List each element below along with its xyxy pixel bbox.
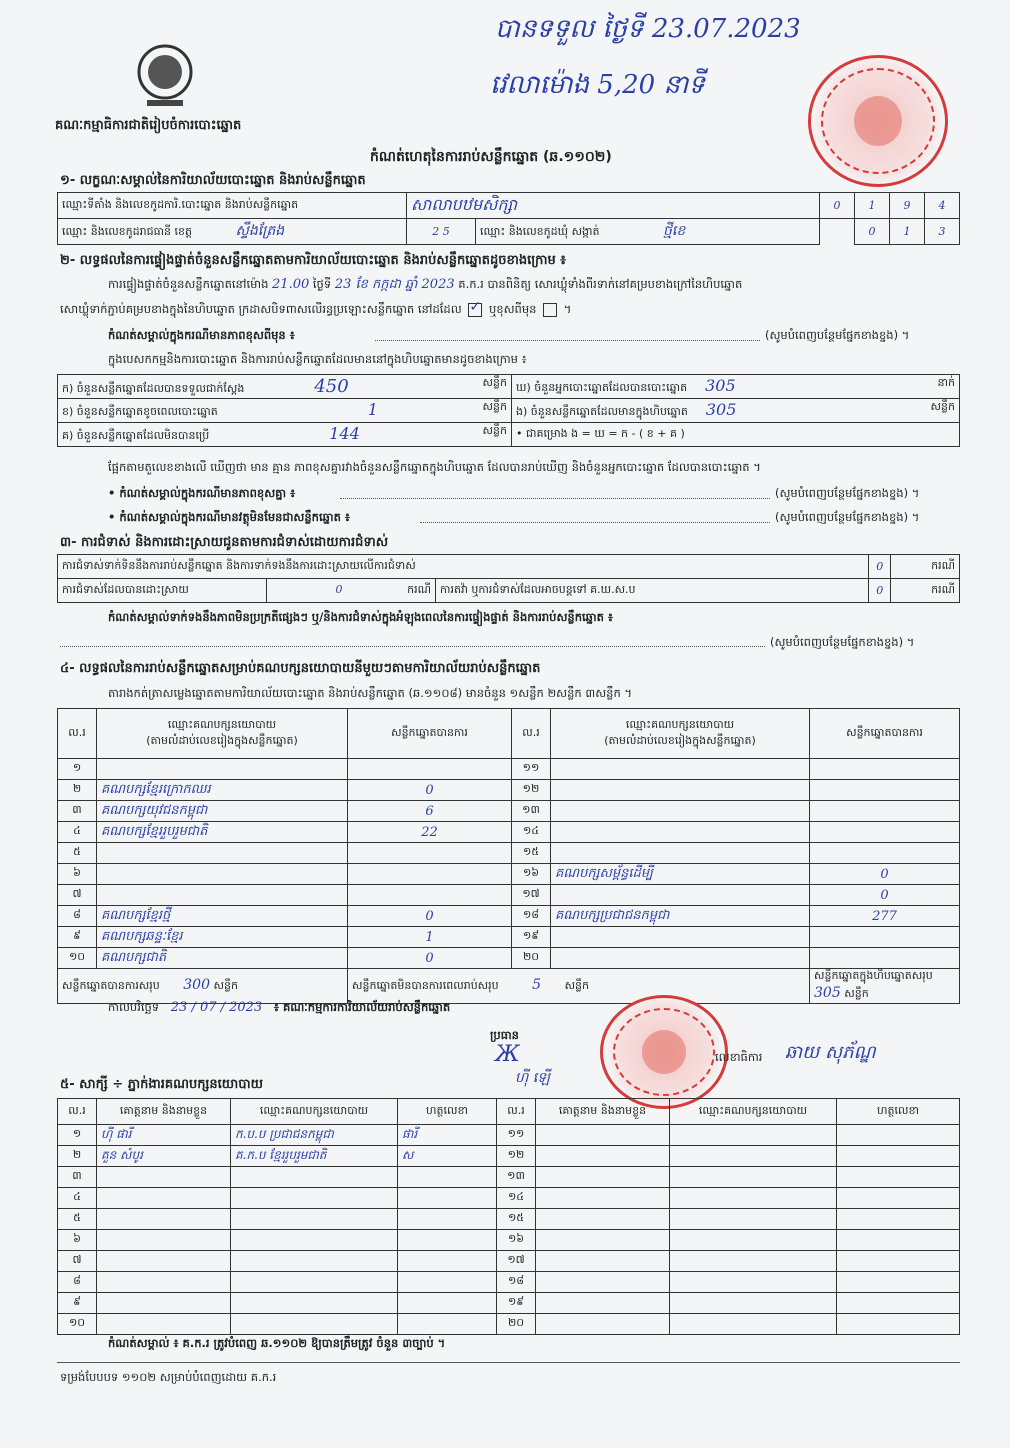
section2-intro-line2: សោឃ្លុំទាក់ភ្ជាប់គម្របខាងក្នុងនៃហិបឆ្នោត ក្រដាសបិទពាសលើរន្ធប្រឡោះសន្លឹកឆ្នោត នៅដដែល ✓ ឬខុសពីមុន ។: [60, 302, 571, 319]
witness-no: ១៥: [497, 1209, 536, 1230]
footer-text: ទម្រង់បែបបទ ១១០២ សម្រាប់បំពេញដោយ គ.ក.រ: [60, 1370, 277, 1384]
results-table: [57, 708, 960, 1004]
witness-no: ១០: [58, 1314, 97, 1335]
results-head-no-left: ល.រ: [58, 709, 97, 759]
witness-party: [670, 1125, 837, 1146]
site-code-1: 0: [820, 193, 855, 219]
bullet-objects-suffix: (សូមបំពេញបន្ថែមផ្នែកខាងខ្នង) ។: [775, 510, 920, 524]
chair-label: ប្រធាន: [490, 1028, 519, 1042]
witness-no: ៦: [58, 1230, 97, 1251]
witness-party: [670, 1209, 837, 1230]
complaint-row1-label: ការជំទាស់ទាក់ទិននឹងការរាប់សន្លឹកឆ្នោត និងការទាក់ទងនឹងការដោះស្រាយលើការជំទាស់: [58, 555, 869, 579]
count-a: ក) ចំនួនសន្លឹកឆ្នោតដែលបានទទួលជាក់ស្តែង 450 សន្លឹក: [58, 375, 512, 399]
witness-sign: [837, 1293, 960, 1314]
witness-name: [536, 1314, 670, 1335]
site-code-3: 9: [890, 193, 925, 219]
results-votes: [810, 927, 960, 948]
witness-row: [58, 1125, 960, 1146]
witness-sign: [837, 1146, 960, 1167]
results-head-party-left: ឈ្មោះគណបក្សនយោបាយ (តាមលំដាប់លេខរៀងក្នុងសន្លឹកឆ្នោត): [97, 709, 348, 759]
witness-no: ១៣: [497, 1167, 536, 1188]
results-no: ១៩: [512, 927, 551, 948]
results-no: ៧: [58, 885, 97, 906]
witness-row: [58, 1293, 960, 1314]
witness-sign: [837, 1251, 960, 1272]
complaints-table: [57, 554, 960, 603]
witness-party: គ.ក.ប ខ្មែររួបរួមជាតិ: [231, 1146, 398, 1167]
section2-intro-line1: ការផ្ទៀងផ្ទាត់ចំនួនសន្លឹកឆ្នោតនៅម៉ោង 21.00 ថ្ងៃទី 23 ខែ កក្កដា ឆ្នាំ 2023 គ.ក.រ បានពិនិត្យ សោរឃ្លុំទាំងពីរទាក់នៅគម្របខាងក្រៅនៃហិបឆ្នោត: [108, 277, 743, 292]
witness-head-no-left: ល.រ: [58, 1099, 97, 1125]
results-party: [97, 759, 348, 780]
results-no: ២០: [512, 948, 551, 969]
total-valid: សន្លឹកឆ្នោតបានការសរុប 300 សន្លឹក: [58, 969, 348, 1004]
results-votes: [810, 948, 960, 969]
complaint-row1-value: 0: [869, 555, 891, 579]
witness-row: [58, 1188, 960, 1209]
chair-signature: Ж: [495, 1042, 520, 1067]
witness-party: [231, 1188, 398, 1209]
commune-code-1: 0: [855, 219, 890, 245]
witness-name: [536, 1272, 670, 1293]
results-no: ១៥: [512, 843, 551, 864]
results-no: ១៤: [512, 822, 551, 843]
witness-no: ១៩: [497, 1293, 536, 1314]
count-c: គ) ចំនួនសន្លឹកឆ្នោតដែលមិនបានប្រើ 144 សន្លឹក: [58, 423, 512, 447]
results-party: [551, 885, 810, 906]
count-formula: • ជាគម្រោង ង = ឃ = ក - ( ខ + គ ): [512, 423, 960, 447]
witness-name: [97, 1230, 231, 1251]
witness-row: [58, 1146, 960, 1167]
witness-sign: [837, 1167, 960, 1188]
results-row: [58, 822, 960, 843]
results-votes: 0: [348, 948, 512, 969]
section2-note-line: [375, 340, 760, 341]
section1-title: ១- លក្ខណៈសម្គាល់នៃការិយាល័យបោះឆ្នោត និងរាប់សន្លឹកឆ្នោត: [60, 173, 366, 188]
site-code-4: 4: [925, 193, 960, 219]
results-votes: [810, 843, 960, 864]
witness-no: ៨: [58, 1272, 97, 1293]
results-head-votes-left: សន្លឹកឆ្នោតបានការ: [348, 709, 512, 759]
site-label: ឈ្មោះទីតាំង និងលេខកូដការិ.បោះឆ្នោត និងរាប់សន្លឹកឆ្នោត: [58, 193, 407, 219]
witness-name: [97, 1251, 231, 1272]
results-votes: [348, 759, 512, 780]
witness-no: ២០: [497, 1314, 536, 1335]
results-no: ២: [58, 780, 97, 801]
results-votes: 22: [348, 822, 512, 843]
witness-name: [97, 1293, 231, 1314]
witness-sign: [837, 1230, 960, 1251]
secretary-name: ឆាយ សុភ័ណ្ឌ: [785, 1042, 876, 1063]
commune-code-3: 3: [925, 219, 960, 245]
secretary-label: លេខាធិការ: [715, 1050, 763, 1064]
witness-name: ហ៊ី ផារី: [97, 1125, 231, 1146]
count-d: ឃ) ចំនួនអ្នកបោះឆ្នោតដែលបានបោះឆ្នោត 305 នាក់: [512, 375, 960, 399]
section2-note-label: កំណត់សម្គាល់ក្នុងករណីមានភាពខុសពីមុន ៖: [108, 328, 295, 342]
witness-sign: [398, 1272, 497, 1293]
witness-no: ៧: [58, 1251, 97, 1272]
results-no: ១៧: [512, 885, 551, 906]
witness-name: [97, 1167, 231, 1188]
results-party: គណបក្សសម្ព័ន្ធដើម្បី: [551, 864, 810, 885]
witness-sign: [398, 1167, 497, 1188]
results-party: គណបក្សយុវជនកម្ពុជា: [97, 801, 348, 822]
results-row: [58, 801, 960, 822]
bullet-diff: • កំណត់សម្គាល់ក្នុងករណីមានភាពខុសគ្នា ៖: [108, 486, 296, 500]
footer-rule: [57, 1362, 960, 1363]
witness-sign: [398, 1314, 497, 1335]
results-no: ១០: [58, 948, 97, 969]
results-row: [58, 843, 960, 864]
witness-no: ១៤: [497, 1188, 536, 1209]
results-row: [58, 780, 960, 801]
results-no: ៨: [58, 906, 97, 927]
witness-party: ក.ប.ប ប្រជាជនកម្ពុជា: [231, 1125, 398, 1146]
section5-title: ៥- សាក្សី ÷ ភ្នាក់ងារគណបក្សនយោបាយ: [60, 1077, 263, 1092]
results-row: [58, 759, 960, 780]
witness-no: ១៦: [497, 1230, 536, 1251]
chair-name: ហ៊ី ឡើ: [515, 1070, 550, 1086]
results-no: ១៣: [512, 801, 551, 822]
site-value: សាលាបឋមសិក្សា: [407, 193, 820, 219]
witness-sign: [398, 1251, 497, 1272]
province-code: 2 5: [407, 219, 476, 245]
witness-head-party-left: ឈ្មោះគណបក្សនយោបាយ: [231, 1099, 398, 1125]
section4-subtitle: តារាងកត់ត្រាសម្លេងឆ្នោតតាមការិយាល័យបោះឆ្នោត និងរាប់សន្លឹកឆ្នោត (ឆ.១១០៨) មានចំនួន ១សន្លឹក ២សន្លឹក ៣សន្លឹក ។: [108, 686, 632, 700]
witness-head-no-right: ល.រ: [497, 1099, 536, 1125]
witness-head-sign-right: ហត្ថលេខា: [837, 1099, 960, 1125]
witness-sign: [398, 1293, 497, 1314]
results-party: [551, 927, 810, 948]
witness-head-name-left: គោត្តនាម និងនាមខ្លួន: [97, 1099, 231, 1125]
section3-note-line: [60, 646, 765, 647]
section4-title: ៤- លទ្ធផលនៃការរាប់សន្លឹកឆ្នោតសម្រាប់គណបក្សនយោបាយនីមួយៗតាមការិយាល័យរាប់សន្លឹកឆ្នោត: [60, 661, 541, 676]
witness-row: [58, 1209, 960, 1230]
section3-title: ៣- ការជំទាស់ និងការដោះស្រាយជូនតាមការជំទាស់ដោយការជំទាស់: [60, 535, 389, 550]
results-no: ១៨: [512, 906, 551, 927]
section1-table: [57, 192, 960, 245]
check-time: 21.00: [272, 277, 310, 292]
witness-name: [97, 1188, 231, 1209]
results-no: ១៦: [512, 864, 551, 885]
witness-party: [231, 1167, 398, 1188]
commune-code-2: 1: [890, 219, 925, 245]
witness-party: [670, 1293, 837, 1314]
check-date: 23 ខែ កក្កដា ឆ្នាំ 2023: [334, 277, 455, 292]
results-votes: [348, 864, 512, 885]
results-party: [97, 843, 348, 864]
witness-no: ៩: [58, 1293, 97, 1314]
site-code-2: 1: [855, 193, 890, 219]
total-box: សន្លឹកឆ្នោតក្នុងហិបឆ្នោតសរុប 305 សន្លឹក: [810, 969, 960, 1004]
total-invalid: សន្លឹកឆ្នោតមិនបានការពេលរាប់សរុប 5 សន្លឹក: [348, 969, 810, 1004]
results-party: គណបក្សជាតិ: [97, 948, 348, 969]
results-head-party-right: ឈ្មោះគណបក្សនយោបាយ (តាមលំដាប់លេខរៀងក្នុងសន្លឹកឆ្នោត): [551, 709, 810, 759]
results-votes: [348, 885, 512, 906]
witness-name: [97, 1314, 231, 1335]
witness-row: [58, 1230, 960, 1251]
results-party: គណបក្សខ្មែរថ្មី: [97, 906, 348, 927]
witness-name: [536, 1251, 670, 1272]
results-head-votes-right: សន្លឹកឆ្នោតបានការ: [810, 709, 960, 759]
witness-sign: [837, 1314, 960, 1335]
witness-row: [58, 1167, 960, 1188]
province-value: ស្ទឹងត្រែង: [235, 223, 285, 239]
witness-sign: [398, 1209, 497, 1230]
section3-note: កំណត់សម្គាល់ទាក់ទងនឹងភាពមិនប្រក្រតីផ្សេងៗ ឬ/និងការជំទាស់ក្នុងអំឡុងពេលនៃការផ្ទៀងផ្ទាត់ និងការរាប់សន្លឹកឆ្នោត ៖: [108, 610, 613, 624]
results-head-no-right: ល.រ: [512, 709, 551, 759]
witness-party: [231, 1251, 398, 1272]
results-party: [97, 885, 348, 906]
witness-no: ៣: [58, 1167, 97, 1188]
witness-row: [58, 1314, 960, 1335]
witness-sign: [398, 1230, 497, 1251]
witness-table: [57, 1098, 960, 1335]
bullet-objects-line: [420, 522, 770, 523]
witness-party: [670, 1272, 837, 1293]
witness-sign: [398, 1188, 497, 1209]
complaint-row2b-value: 0: [869, 579, 891, 603]
results-party: គណបក្សខ្មែរក្រោកឈរ: [97, 780, 348, 801]
results-votes: 1: [348, 927, 512, 948]
witness-no: ១៧: [497, 1251, 536, 1272]
results-no: ៥: [58, 843, 97, 864]
witness-name: [536, 1146, 670, 1167]
section3-note-suffix: (សូមបំពេញបន្ថែមផ្នែកខាងខ្នង) ។: [770, 635, 915, 649]
results-row: [58, 948, 960, 969]
closing-line: កាលបរិច្ឆេទ 23 / 07 / 2023 ៖ គណៈកម្មការការិយាល័យរាប់សន្លឹកឆ្នោត: [108, 1000, 451, 1015]
witness-sign: [837, 1188, 960, 1209]
province-label: ឈ្មោះ និងលេខកូដរាជធានី ខេត្ត ស្ទឹងត្រែង: [58, 219, 407, 245]
results-votes: 277: [810, 906, 960, 927]
complaint-row2-value: 0 ករណី: [267, 579, 436, 603]
results-votes: [810, 759, 960, 780]
results-no: ១: [58, 759, 97, 780]
results-party: [97, 864, 348, 885]
same-as-before-checkbox[interactable]: [468, 303, 482, 317]
results-votes: 0: [810, 885, 960, 906]
results-row: [58, 927, 960, 948]
witness-party: [231, 1272, 398, 1293]
complaint-row1-unit: ករណី: [891, 555, 960, 579]
witness-party: [231, 1314, 398, 1335]
complaint-row2b-unit: ករណី: [891, 579, 960, 603]
witness-no: ១២: [497, 1146, 536, 1167]
witness-sign: [837, 1209, 960, 1230]
results-party: [551, 948, 810, 969]
witness-party: [670, 1188, 837, 1209]
witness-head-name-right: គោត្តនាម និងនាមខ្លួន: [536, 1099, 670, 1125]
count-b: ខ) ចំនួនសន្លឹកឆ្នោតខូចពេលបោះឆ្នោត 1 សន្លឹក: [58, 399, 512, 423]
witness-sign: ផារី: [398, 1125, 497, 1146]
witness-no: ១៨: [497, 1272, 536, 1293]
witness-no: ១: [58, 1125, 97, 1146]
witness-head-sign-left: ហត្ថលេខា: [398, 1099, 497, 1125]
results-votes: [810, 822, 960, 843]
commune-value: ថ្មីខេ: [663, 223, 686, 239]
official-stamp-bottom: [600, 995, 728, 1109]
witness-no: ៥: [58, 1209, 97, 1230]
results-party: [551, 801, 810, 822]
witness-party: [670, 1251, 837, 1272]
complaint-row2b-label: ការតវ៉ា ឬការជំទាស់ដែលអាចបន្តទៅ គ.ឃ.ស.ប: [436, 579, 869, 603]
witness-no: ៤: [58, 1188, 97, 1209]
witness-party: [231, 1293, 398, 1314]
witness-row: [58, 1251, 960, 1272]
witness-name: [536, 1188, 670, 1209]
results-party: [551, 843, 810, 864]
committee-name: គណៈកម្មាធិការជាតិរៀបចំការបោះឆ្នោត: [55, 118, 242, 133]
nec-logo: [135, 40, 195, 110]
witness-name: [536, 1167, 670, 1188]
results-votes: [810, 801, 960, 822]
handwritten-received-date: បានទទួល ថ្ងៃទី 23.07.2023: [495, 14, 801, 44]
witness-no: ២: [58, 1146, 97, 1167]
counts-intro: ក្នុងបេសកកម្មនិងការបោះឆ្នោត និងការរាប់សន្លឹកឆ្នោតដែលមាននៅក្នុងហិបឆ្នោតមានដូចខាងក្រោម ៖: [108, 352, 527, 366]
witness-party: [670, 1167, 837, 1188]
results-party: [551, 822, 810, 843]
witness-head-party-right: ឈ្មោះគណបក្សនយោបាយ: [670, 1099, 837, 1125]
results-votes: [810, 780, 960, 801]
count-e: ង) ចំនួនសន្លឹកឆ្នោតដែលមានក្នុងហិបឆ្នោត 305 សន្លឹក: [512, 399, 960, 423]
witness-name: [536, 1125, 670, 1146]
results-row: [58, 885, 960, 906]
closing-date: 23 / 07 / 2023: [170, 1000, 263, 1015]
results-row: [58, 906, 960, 927]
witness-no: ១១: [497, 1125, 536, 1146]
results-votes: 0: [348, 780, 512, 801]
bullet-diff-suffix: (សូមបំពេញបន្ថែមផ្នែកខាងខ្នង) ។: [775, 486, 920, 500]
witness-row: [58, 1272, 960, 1293]
results-no: ៤: [58, 822, 97, 843]
witness-name: [536, 1209, 670, 1230]
results-no: ១២: [512, 780, 551, 801]
section2-note-suffix: (សូមបំពេញបន្ថែមផ្នែកខាងខ្នង) ។: [765, 328, 910, 342]
official-stamp-top: [808, 55, 948, 187]
form-title: កំណត់ហេតុនៃការរាប់សន្លឹកឆ្នោត (ឆ.១១០២): [370, 149, 612, 165]
witness-sign: [837, 1125, 960, 1146]
complaint-row2-label: ការជំទាស់ដែលបានដោះស្រាយ: [58, 579, 267, 603]
handwritten-received-time: វេលាម៉ោង 5,20 នាទី: [490, 70, 705, 100]
results-party: [551, 759, 810, 780]
results-party: គណបក្សខ្មែររួបរួមជាតិ: [97, 822, 348, 843]
results-party: គណបក្សប្រជាជនកម្ពុជា: [551, 906, 810, 927]
section2-title: ២- លទ្ធផលនៃការផ្ទៀងផ្ទាត់ចំនួនសន្លឹកឆ្នោតតាមការិយាល័យបោះឆ្នោត និងរាប់សន្លឹកឆ្នោតដូចខាងក្រោម ៖: [60, 253, 566, 268]
results-no: ៣: [58, 801, 97, 822]
witness-party: [670, 1146, 837, 1167]
witness-name: [97, 1272, 231, 1293]
counts-table: [57, 374, 960, 447]
results-party: [551, 780, 810, 801]
results-votes: [348, 843, 512, 864]
witness-name: [536, 1230, 670, 1251]
witness-name: [536, 1293, 670, 1314]
different-checkbox[interactable]: [543, 303, 557, 317]
results-no: ៦: [58, 864, 97, 885]
section5-note: កំណត់សម្គាល់ ៖ គ.ក.រ ត្រូវបំពេញ ឆ.១១០២ ឱ្យបានត្រឹមត្រូវ ចំនួន ៣ច្បាប់ ។: [108, 1336, 446, 1350]
compare-sentence: ផ្អែកតាមតួលេខខាងលើ ឃើញថា មាន គ្មាន ភាពខុសគ្នារវាងចំនួនសន្លឹកឆ្នោតក្នុងហិបឆ្នោត ដែលបានរាប់ឃើញ និងចំនួនអ្នកបោះឆ្នោត ដែលបានបោះឆ្នោត ។: [108, 460, 761, 474]
bullet-objects: • កំណត់សម្គាល់ក្នុងករណីមានវត្ថុមិនមែនជាសន្លឹកឆ្នោត ៖: [108, 510, 350, 524]
results-row: [58, 864, 960, 885]
witness-party: [231, 1209, 398, 1230]
results-votes: 6: [348, 801, 512, 822]
bullet-diff-line: [340, 498, 770, 499]
commune-cell: ឈ្មោះ និងលេខកូដឃុំ សង្កាត់ ថ្មីខេ: [476, 219, 820, 245]
witness-name: គួន សំបូរ: [97, 1146, 231, 1167]
results-votes: 0: [810, 864, 960, 885]
results-no: ៩: [58, 927, 97, 948]
witness-name: [97, 1209, 231, 1230]
witness-party: [670, 1314, 837, 1335]
results-party: គណបក្សឆន្ទៈខ្មែរ: [97, 927, 348, 948]
results-no: ១១: [512, 759, 551, 780]
witness-party: [670, 1230, 837, 1251]
results-votes: 0: [348, 906, 512, 927]
witness-sign: [837, 1272, 960, 1293]
witness-sign: ស: [398, 1146, 497, 1167]
witness-party: [231, 1230, 398, 1251]
